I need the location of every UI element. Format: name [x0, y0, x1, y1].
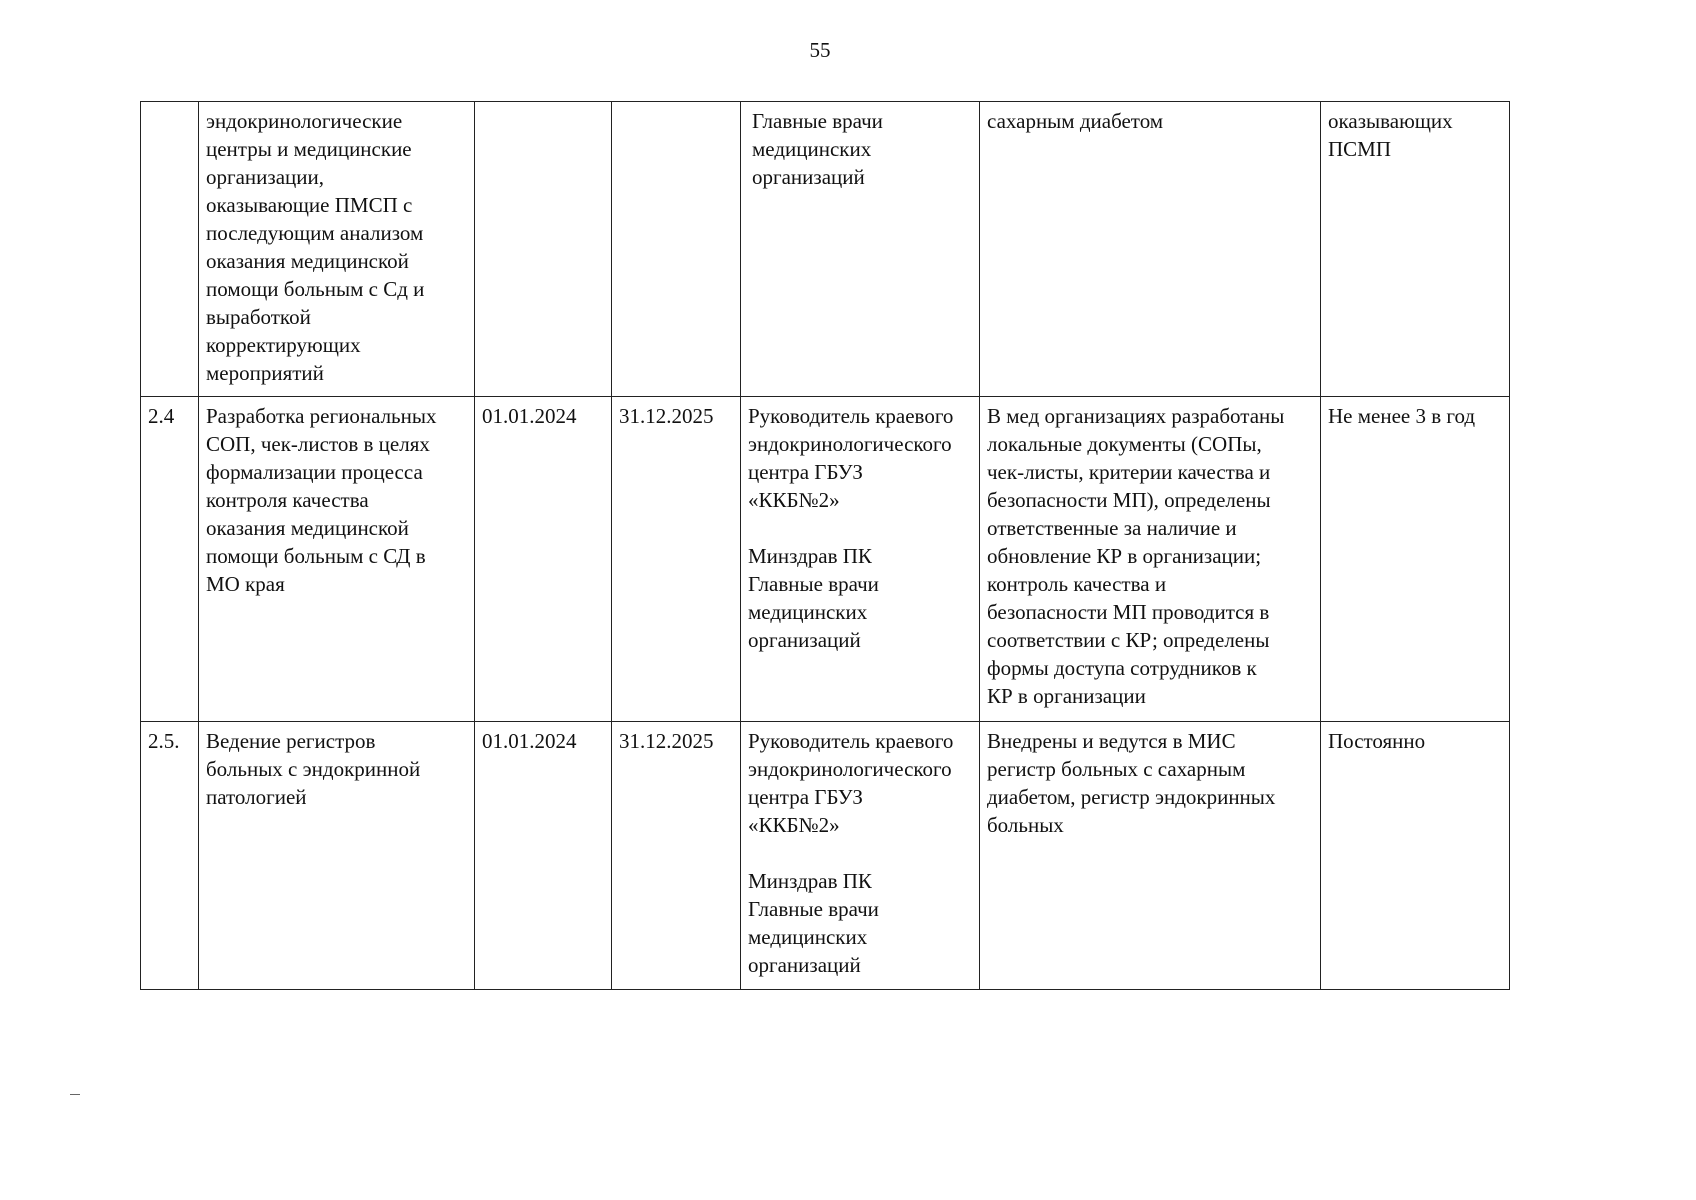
start-date: 01.01.2024 — [475, 397, 612, 722]
start-date: 01.01.2024 — [475, 722, 612, 990]
action-plan-table — [140, 101, 1510, 990]
responsible-party: Руководитель краевого эндокринологического центра ГБУЗ «ККБ№2» Минздрав ПК Главные врачи медицинских организаций — [741, 397, 980, 722]
indicator: оказывающих ПСМП — [1321, 102, 1510, 397]
scan-margin-mark — [70, 1094, 80, 1095]
responsible-party: Главные врачи медицинских организаций — [741, 102, 980, 397]
table-row — [141, 102, 1510, 397]
expected-result: сахарным диабетом — [980, 102, 1321, 397]
event-description: Разработка региональных СОП, чек-листов в целях формализации процесса контроля качества оказания медицинской помощи больным с СД в МО края — [199, 397, 475, 722]
table-row — [141, 397, 1510, 722]
indicator: Не менее 3 в год — [1321, 397, 1510, 722]
indicator: Постоянно — [1321, 722, 1510, 990]
end-date: 31.12.2025 — [612, 722, 741, 990]
event-description: эндокринологические центры и медицинские организации, оказывающие ПМСП с последующим анализом оказания медицинской помощи больным с Сд и выработкой корректирующих мероприятий — [199, 102, 475, 397]
row-number — [141, 102, 199, 397]
row-number: 2.5. — [141, 722, 199, 990]
expected-result: В мед организациях разработаны локальные документы (СОПы, чек-листы, критерии качества и безопасности МП), определены ответственные за наличие и обновление КР в организации; контроль качества и безопасности МП проводится в соответствии с КР; определены формы доступа сотрудников к КР в организации — [980, 397, 1321, 722]
page-number: 55 — [809, 38, 831, 62]
responsible-party: Руководитель краевого эндокринологического центра ГБУЗ «ККБ№2» Минздрав ПК Главные врачи медицинских организаций — [741, 722, 980, 990]
event-description: Ведение регистров больных с эндокринной патологией — [199, 722, 475, 990]
row-number: 2.4 — [141, 397, 199, 722]
end-date — [612, 102, 741, 397]
table-row — [141, 722, 1510, 990]
expected-result: Внедрены и ведутся в МИС регистр больных с сахарным диабетом, регистр эндокринных больных — [980, 722, 1321, 990]
start-date — [475, 102, 612, 397]
end-date: 31.12.2025 — [612, 397, 741, 722]
